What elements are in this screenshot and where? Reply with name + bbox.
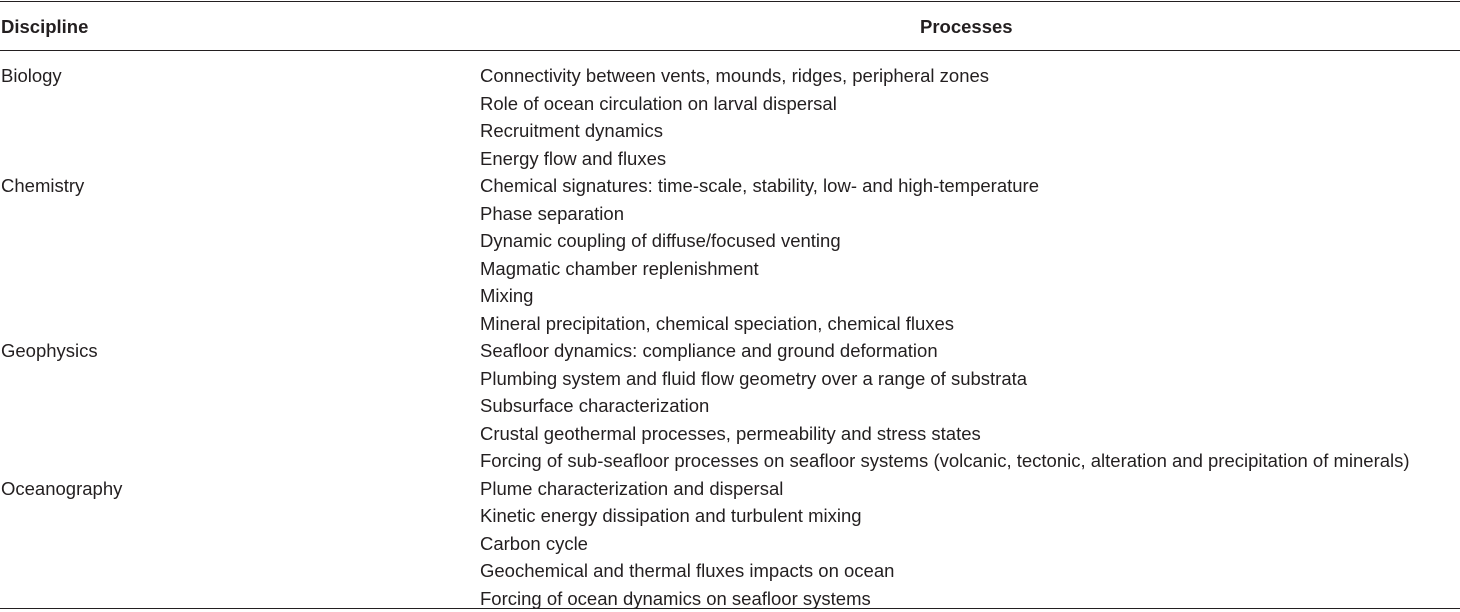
table-row-geophysics <box>0 337 1460 475</box>
discipline-cell: Biology <box>0 62 480 172</box>
process-item: Recruitment dynamics <box>480 117 1460 145</box>
process-item: Forcing of sub-seafloor processes on seafloor systems (volcanic, tectonic, alteration and precipitation of minerals) <box>480 447 1460 475</box>
process-item: Magmatic chamber replenishment <box>480 255 1460 283</box>
process-item: Kinetic energy dissipation and turbulent mixing <box>480 502 1460 530</box>
process-item: Mixing <box>480 282 1460 310</box>
discipline-cell: Oceanography <box>0 475 480 612</box>
process-item: Plume characterization and dispersal <box>480 475 1460 503</box>
process-item: Role of ocean circulation on larval dispersal <box>480 90 1460 118</box>
process-item: Crustal geothermal processes, permeability and stress states <box>480 420 1460 448</box>
table-top-rule <box>0 1 1460 2</box>
discipline-cell: Chemistry <box>0 172 480 337</box>
discipline-cell: Geophysics <box>0 337 480 475</box>
process-item: Dynamic coupling of diffuse/focused venting <box>480 227 1460 255</box>
process-item: Phase separation <box>480 200 1460 228</box>
process-item: Seafloor dynamics: compliance and ground deformation <box>480 337 1460 365</box>
process-item: Mineral precipitation, chemical speciation, chemical fluxes <box>480 310 1460 338</box>
process-item: Subsurface characterization <box>480 392 1460 420</box>
process-item: Geochemical and thermal fluxes impacts on ocean <box>480 557 1460 585</box>
processes-cell <box>480 337 1460 475</box>
table-header-row <box>0 14 1460 40</box>
process-item: Carbon cycle <box>480 530 1460 558</box>
processes-cell <box>480 62 1460 172</box>
processes-cell <box>480 172 1460 337</box>
table-body <box>0 62 1460 612</box>
table-bottom-rule <box>0 608 1460 609</box>
table-row-oceanography <box>0 475 1460 612</box>
process-item: Forcing of ocean dynamics on seafloor systems <box>480 585 1460 612</box>
table-row-biology <box>0 62 1460 172</box>
table-row-chemistry <box>0 172 1460 337</box>
column-header-discipline: Discipline <box>1 14 88 40</box>
process-item: Plumbing system and fluid flow geometry over a range of substrata <box>480 365 1460 393</box>
process-item: Energy flow and fluxes <box>480 145 1460 173</box>
process-item: Connectivity between vents, mounds, ridges, peripheral zones <box>480 62 1460 90</box>
process-item: Chemical signatures: time-scale, stability, low- and high-temperature <box>480 172 1460 200</box>
column-header-processes: Processes <box>920 14 1013 40</box>
table-header-rule <box>0 50 1460 51</box>
processes-cell <box>480 475 1460 612</box>
